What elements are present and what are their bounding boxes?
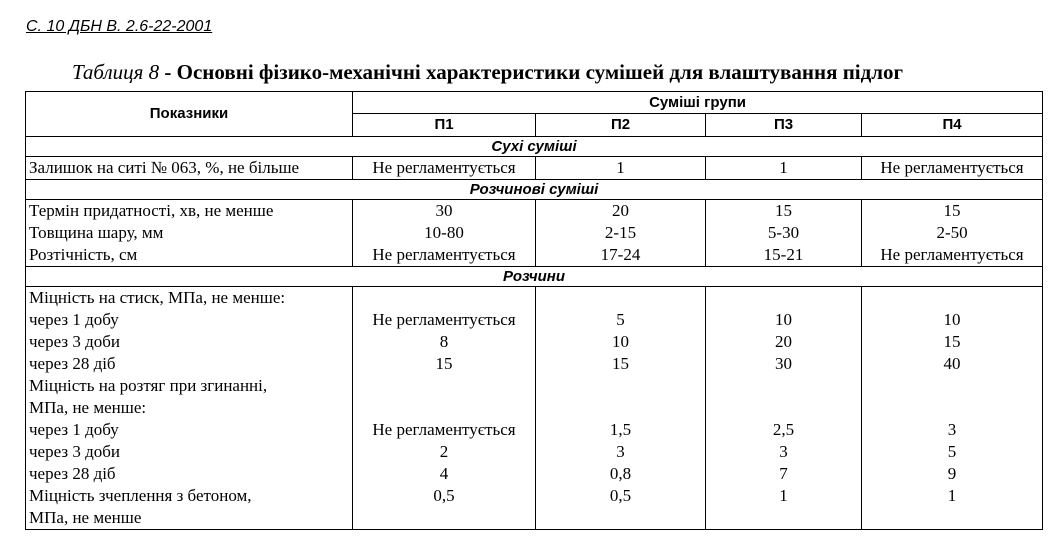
cell-p3: [706, 375, 862, 397]
cell-p1: Не регламентується: [353, 157, 536, 180]
table-row: [26, 463, 1043, 485]
table-row: [26, 375, 1043, 397]
cell-p1: 15: [353, 353, 536, 375]
cell-p4: [862, 287, 1043, 310]
table-row: [26, 485, 1043, 507]
cell-p2: 0,5: [536, 485, 706, 507]
cell-p3: 15-21: [706, 244, 862, 267]
row-label: через 28 діб: [26, 353, 353, 375]
cell-p2: 20: [536, 200, 706, 223]
cell-p1: 4: [353, 463, 536, 485]
cell-p2: 1: [536, 157, 706, 180]
row-label: через 3 доби: [26, 331, 353, 353]
row-label: Розтічність, см: [26, 244, 353, 267]
table-header-row: [26, 92, 1043, 114]
table-row: [26, 244, 1043, 267]
row-label: через 28 діб: [26, 463, 353, 485]
cell-p4: 2-50: [862, 222, 1043, 244]
row-label: МПа, не менше: [26, 507, 353, 530]
cell-p4: Не регламентується: [862, 244, 1043, 267]
row-label: Міцність зчеплення з бетоном,: [26, 485, 353, 507]
section-row: [26, 137, 1043, 157]
column-header-p3: П3: [706, 114, 862, 137]
cell-p1: Не регламентується: [353, 244, 536, 267]
cell-p4: [862, 507, 1043, 530]
table-row: [26, 397, 1043, 419]
cell-p4: 9: [862, 463, 1043, 485]
table-title: [72, 60, 903, 85]
row-label: Залишок на ситі № 063, %, не більше: [26, 157, 353, 180]
column-header-p1: П1: [353, 114, 536, 137]
cell-p1: 30: [353, 200, 536, 223]
cell-p2: [536, 507, 706, 530]
characteristics-table: [25, 91, 1043, 530]
table-row: [26, 331, 1043, 353]
cell-p3: [706, 397, 862, 419]
indicators-header: Показники: [26, 92, 353, 137]
table-row: [26, 353, 1043, 375]
cell-p1: 8: [353, 331, 536, 353]
cell-p1: [353, 507, 536, 530]
cell-p2: [536, 397, 706, 419]
cell-p1: [353, 375, 536, 397]
table-row: [26, 287, 1043, 310]
cell-p4: 40: [862, 353, 1043, 375]
cell-p2: [536, 375, 706, 397]
cell-p2: 2-15: [536, 222, 706, 244]
cell-p3: 3: [706, 441, 862, 463]
table-title-text: Основні фізико-механічні характеристики сумішей для влаштування підлог: [176, 60, 904, 84]
page-header-reference: С. 10 ДБН В. 2.6-22-2001: [26, 18, 213, 35]
cell-p4: 15: [862, 331, 1043, 353]
section-title: Розчини: [26, 267, 1043, 287]
cell-p1: 2: [353, 441, 536, 463]
table-row: [26, 507, 1043, 530]
table-row: [26, 200, 1043, 223]
cell-p3: [706, 507, 862, 530]
cell-p4: 10: [862, 309, 1043, 331]
cell-p4: [862, 375, 1043, 397]
section-row: [26, 180, 1043, 200]
cell-p2: [536, 287, 706, 310]
cell-p2: 0,8: [536, 463, 706, 485]
cell-p1: [353, 397, 536, 419]
cell-p4: Не регламентується: [862, 157, 1043, 180]
cell-p3: 30: [706, 353, 862, 375]
cell-p3: [706, 287, 862, 310]
table-row: [26, 419, 1043, 441]
table-title-label: Таблиця 8: [72, 60, 160, 84]
cell-p1: 10-80: [353, 222, 536, 244]
column-header-p2: П2: [536, 114, 706, 137]
table-row: [26, 309, 1043, 331]
row-label: МПа, не менше:: [26, 397, 353, 419]
row-label: через 1 добу: [26, 309, 353, 331]
row-label: Товщина шару, мм: [26, 222, 353, 244]
cell-p1: Не регламентується: [353, 309, 536, 331]
section-title: Сухі суміші: [26, 137, 1043, 157]
cell-p3: 1: [706, 485, 862, 507]
cell-p3: 2,5: [706, 419, 862, 441]
cell-p3: 7: [706, 463, 862, 485]
cell-p4: 3: [862, 419, 1043, 441]
cell-p3: 15: [706, 200, 862, 223]
row-label: Термін придатності, хв, не менше: [26, 200, 353, 223]
row-label: через 1 добу: [26, 419, 353, 441]
table-row: [26, 441, 1043, 463]
cell-p3: 20: [706, 331, 862, 353]
column-header-p4: П4: [862, 114, 1043, 137]
cell-p1: Не регламентується: [353, 419, 536, 441]
cell-p2: 1,5: [536, 419, 706, 441]
section-title: Розчинові суміші: [26, 180, 1043, 200]
cell-p4: 1: [862, 485, 1043, 507]
cell-p4: [862, 397, 1043, 419]
row-label: через 3 доби: [26, 441, 353, 463]
cell-p2: 15: [536, 353, 706, 375]
table-title-separator: -: [159, 60, 177, 84]
cell-p3: 5-30: [706, 222, 862, 244]
cell-p2: 10: [536, 331, 706, 353]
cell-p3: 10: [706, 309, 862, 331]
section-row: [26, 267, 1043, 287]
cell-p4: 15: [862, 200, 1043, 223]
row-label: Міцність на стиск, МПа, не менше:: [26, 287, 353, 310]
cell-p4: 5: [862, 441, 1043, 463]
table-row: [26, 222, 1043, 244]
cell-p1: [353, 287, 536, 310]
cell-p2: 3: [536, 441, 706, 463]
cell-p3: 1: [706, 157, 862, 180]
table-row: [26, 157, 1043, 180]
cell-p1: 0,5: [353, 485, 536, 507]
cell-p2: 17-24: [536, 244, 706, 267]
row-label: Міцність на розтяг при згинанні,: [26, 375, 353, 397]
group-header: Суміші групи: [353, 92, 1043, 114]
cell-p2: 5: [536, 309, 706, 331]
